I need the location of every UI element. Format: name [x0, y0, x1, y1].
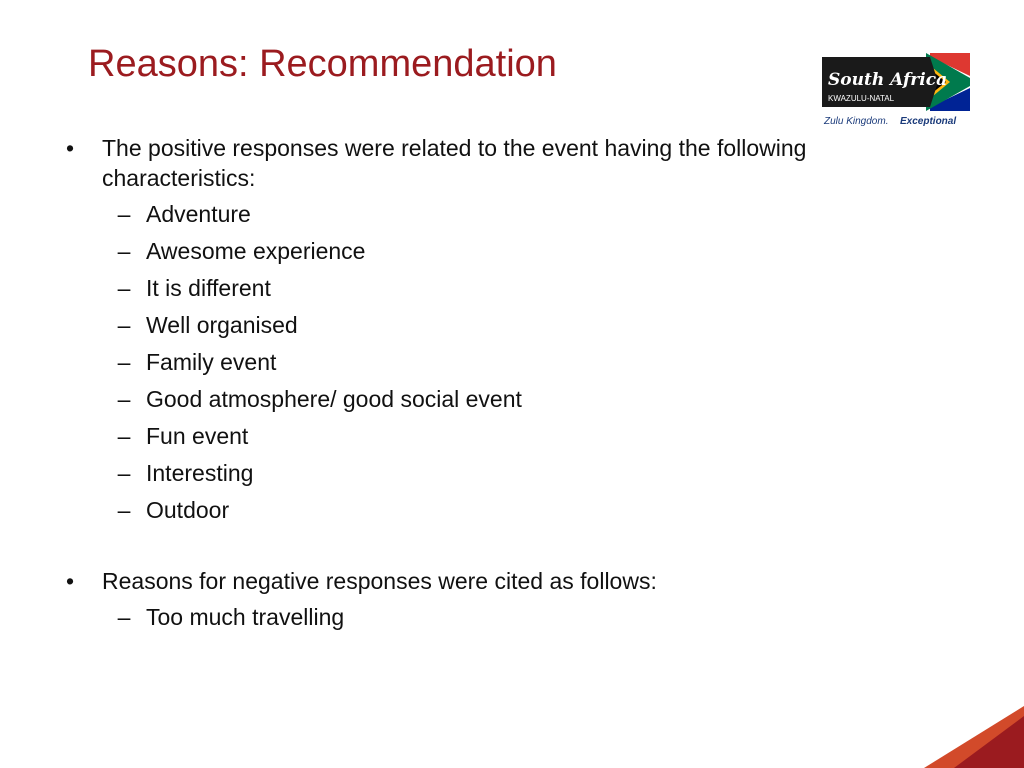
slide-title: Reasons: Recommendation [88, 43, 557, 85]
sub-item [60, 307, 920, 344]
sub-marker: – [117, 275, 131, 301]
bullet-marker: • [65, 568, 75, 594]
sub-marker: – [117, 497, 131, 523]
sub-item-text: Adventure [146, 201, 251, 227]
sub-marker: – [117, 349, 131, 375]
sub-marker: – [117, 312, 131, 338]
logo-brand-text: South Africa [828, 70, 948, 90]
sub-item [60, 233, 920, 270]
sub-item-text: Interesting [146, 460, 254, 486]
corner-decoration [924, 706, 1024, 768]
sub-marker: – [117, 386, 131, 412]
sub-item-text: Family event [146, 349, 277, 375]
bullet-item [60, 566, 920, 596]
sub-item-text: Awesome experience [146, 238, 366, 264]
south-africa-kzn-logo [818, 53, 970, 129]
sub-item-text: Outdoor [146, 497, 230, 523]
logo-region-text: KWAZULU-NATAL [828, 94, 895, 103]
sub-item [60, 196, 920, 233]
sub-item [60, 599, 920, 636]
sub-item-text: Too much travelling [146, 604, 345, 630]
sub-item [60, 455, 920, 492]
bullet-item [60, 133, 920, 193]
sub-list [60, 599, 920, 636]
slide-content [60, 133, 920, 636]
sub-item [60, 492, 920, 529]
sub-item [60, 270, 920, 307]
sub-marker: – [117, 460, 131, 486]
sub-item [60, 381, 920, 418]
sub-item-text: Good atmosphere/ good social event [146, 386, 522, 412]
spacer [60, 529, 920, 566]
sub-item [60, 344, 920, 381]
sub-marker: – [117, 201, 131, 227]
sub-marker: – [117, 238, 131, 264]
logo-tagline-plain: Zulu Kingdom. [824, 116, 889, 127]
sub-item-text: It is different [146, 275, 271, 301]
bullet-marker: • [65, 135, 75, 161]
sub-marker: – [117, 423, 131, 449]
sub-item-text: Well organised [146, 312, 298, 338]
bullet-text: Reasons for negative responses were cited as follows: [102, 568, 657, 594]
sub-list [60, 196, 920, 529]
sub-item [60, 418, 920, 455]
bullet-text: The positive responses were related to the event having the following characteristics: [102, 135, 807, 191]
logo-tagline-bold: Exceptional [900, 116, 957, 127]
sub-item-text: Fun event [146, 423, 249, 449]
sub-marker: – [117, 604, 131, 630]
